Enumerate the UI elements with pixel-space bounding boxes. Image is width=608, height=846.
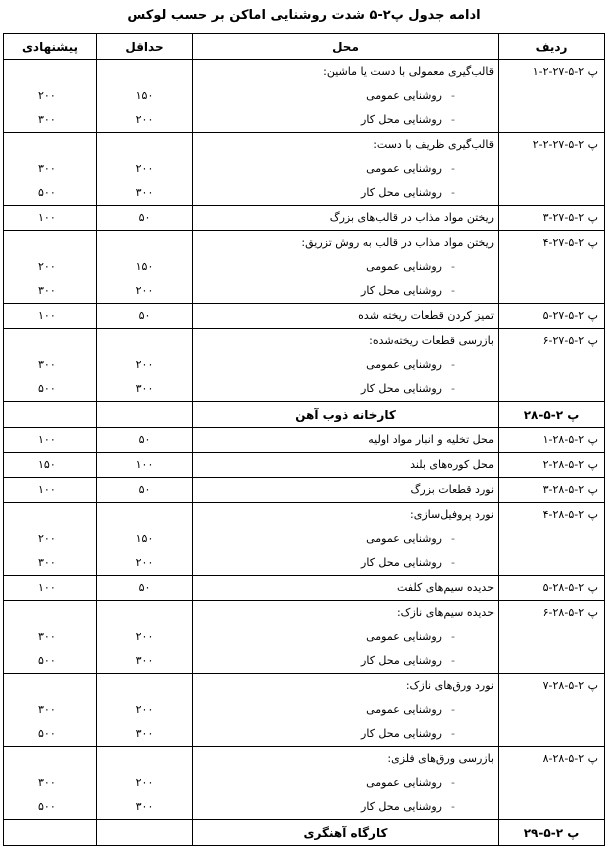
row-minimum-cell (97, 329, 193, 402)
row-code-cell (499, 747, 605, 820)
row-minimum-blank (97, 503, 192, 527)
row-location: قالب‌گیری معمولی با دست یا ماشین: (323, 65, 494, 78)
row-recommended: ۱۵۰ (38, 458, 56, 471)
row-code: پ ۲-۵-۲۸-۱ (542, 433, 598, 446)
sub-item-recommended: ۳۰۰ (38, 358, 56, 371)
sub-item-label: - روشنایی عمومی (193, 84, 498, 108)
header-location: محل (193, 34, 499, 60)
sub-item-recommended: ۳۰۰ (38, 556, 56, 569)
row-minimum-blank (97, 747, 192, 771)
sub-item-label: - روشنایی عمومی (193, 353, 498, 377)
row-code: پ ۲-۵-۲۸-۸ (542, 752, 598, 765)
sub-item-minimum: ۳۰۰ (135, 186, 154, 199)
row-location: بازرسی قطعات ریخته‌شده: (369, 334, 494, 347)
sub-item-recommended: ۵۰۰ (38, 727, 56, 740)
row-minimum-cell (97, 133, 193, 206)
sub-item-minimum: ۳۰۰ (135, 727, 154, 740)
table-row (4, 133, 605, 206)
row-minimum-blank (97, 674, 192, 698)
lux-table (3, 33, 605, 846)
row-location-cell (193, 478, 499, 503)
row-minimum-cell (97, 304, 193, 329)
row-minimum-blank (97, 60, 192, 84)
sub-item-label: - روشنایی محل کار (193, 722, 498, 746)
row-code-cell (499, 503, 605, 576)
row-code: پ ۲-۵-۲۸-۴ (542, 508, 598, 521)
sub-item-minimum: ۳۰۰ (135, 382, 154, 395)
sub-item-minimum: ۲۰۰ (135, 556, 154, 569)
row-minimum: ۵۰ (138, 483, 151, 496)
row-recommended-blank (4, 60, 96, 84)
row-minimum-blank (97, 329, 192, 353)
sub-item-recommended: ۳۰۰ (38, 703, 56, 716)
row-recommended-cell (4, 304, 97, 329)
row-recommended: ۱۰۰ (38, 581, 56, 594)
row-minimum: ۵۰ (138, 211, 151, 224)
sub-item-recommended: ۳۰۰ (38, 284, 56, 297)
row-location-cell (193, 503, 499, 576)
sub-item-recommended: ۵۰۰ (38, 800, 56, 813)
row-recommended: ۱۰۰ (38, 483, 56, 496)
table-row (4, 453, 605, 478)
row-code-cell (499, 133, 605, 206)
row-minimum-cell (97, 453, 193, 478)
row-location-cell (193, 428, 499, 453)
sub-item-minimum: ۱۵۰ (135, 532, 154, 545)
row-code-cell: پ ۲-۵-۲۹ (499, 820, 605, 846)
row-minimum-cell (97, 601, 193, 674)
sub-item-minimum: ۲۰۰ (135, 703, 154, 716)
row-minimum: ۵۰ (138, 433, 151, 446)
table-body (4, 60, 605, 846)
table-row (4, 329, 605, 402)
sub-item-recommended: ۳۰۰ (38, 113, 56, 126)
row-recommended-blank (4, 601, 96, 625)
sub-item-minimum: ۱۵۰ (135, 89, 154, 102)
row-minimum-cell (97, 820, 193, 846)
row-minimum-blank (97, 133, 192, 157)
sub-item-recommended: ۲۰۰ (38, 89, 56, 102)
row-minimum-cell (97, 747, 193, 820)
sub-item-label: - روشنایی عمومی (193, 527, 498, 551)
row-code: پ ۲-۵-۲۷-۳ (542, 211, 598, 224)
row-location-cell (193, 576, 499, 601)
row-minimum: ۵۰ (138, 581, 151, 594)
row-location: حدیده سیم‌های کلفت (396, 581, 494, 594)
table-row (4, 747, 605, 820)
row-recommended-blank (4, 231, 96, 255)
sub-item-label: - روشنایی محل کار (193, 181, 498, 205)
row-code-cell (499, 304, 605, 329)
row-location-cell (193, 304, 499, 329)
row-code-cell (499, 576, 605, 601)
row-minimum: ۱۰۰ (135, 458, 154, 471)
row-recommended: ۱۰۰ (38, 309, 56, 322)
row-minimum-cell (97, 231, 193, 304)
table-row (4, 674, 605, 747)
row-location-cell: کارخانه ذوب آهن (193, 402, 499, 428)
row-recommended-cell (4, 747, 97, 820)
row-minimum-cell (97, 478, 193, 503)
row-code: پ ۲-۵-۲۸-۷ (542, 679, 598, 692)
sub-item-recommended: ۵۰۰ (38, 382, 56, 395)
row-recommended-blank (4, 133, 96, 157)
row-location: تمیز کردن قطعات ریخته شده (358, 309, 494, 322)
row-recommended-cell (4, 329, 97, 402)
sub-item-label: - روشنایی عمومی (193, 157, 498, 181)
sub-item-label: - روشنایی عمومی (193, 698, 498, 722)
sub-item-recommended: ۲۰۰ (38, 260, 56, 273)
row-code: پ ۲-۵-۲۷-۲-۱ (532, 65, 598, 78)
row-location-cell (193, 133, 499, 206)
sub-item-recommended: ۳۰۰ (38, 776, 56, 789)
row-code: پ ۲-۵-۲۸-۶ (542, 606, 598, 619)
row-recommended-cell (4, 576, 97, 601)
sub-item-recommended: ۳۰۰ (38, 630, 56, 643)
sub-item-label: - روشنایی عمومی (193, 625, 498, 649)
row-recommended-cell (4, 402, 97, 428)
row-recommended-cell (4, 503, 97, 576)
row-code-cell: پ ۲-۵-۲۸ (499, 402, 605, 428)
row-recommended-blank (4, 747, 96, 771)
row-code-cell (499, 206, 605, 231)
row-recommended-cell (4, 820, 97, 846)
row-code: پ ۲-۵-۲۷-۴ (542, 236, 598, 249)
row-recommended-cell (4, 674, 97, 747)
row-recommended-cell (4, 453, 97, 478)
row-location-cell (193, 747, 499, 820)
header-recommended: پیشنهادی (4, 34, 97, 60)
row-code: پ ۲-۵-۲۷-۵ (542, 309, 598, 322)
row-code-cell (499, 601, 605, 674)
table-row (4, 576, 605, 601)
sub-item-recommended: ۳۰۰ (38, 162, 56, 175)
row-code-cell (499, 60, 605, 133)
row-recommended: ۱۰۰ (38, 433, 56, 446)
row-location-cell (193, 674, 499, 747)
row-code: پ ۲-۵-۲۸-۵ (542, 581, 598, 594)
sub-item-recommended: ۲۰۰ (38, 532, 56, 545)
row-location: نورد پروفیل‌سازی: (410, 508, 494, 521)
sub-item-minimum: ۲۰۰ (135, 358, 154, 371)
row-code-cell (499, 453, 605, 478)
row-recommended-cell (4, 60, 97, 133)
row-code-cell (499, 231, 605, 304)
sub-item-label: - روشنایی محل کار (193, 649, 498, 673)
table-row (4, 601, 605, 674)
header-minimum: حداقل (97, 34, 193, 60)
row-minimum-cell (97, 402, 193, 428)
sub-item-label: - روشنایی محل کار (193, 377, 498, 401)
sub-item-minimum: ۳۰۰ (135, 800, 154, 813)
sub-item-label: - روشنایی عمومی (193, 255, 498, 279)
row-location: حدیده سیم‌های نازک: (396, 606, 494, 619)
row-location: ریختن مواد مذاب در قالب به روش تزریق: (301, 236, 494, 249)
row-code-cell (499, 428, 605, 453)
row-code: پ ۲-۵-۲۸-۳ (542, 483, 598, 496)
row-minimum-cell (97, 428, 193, 453)
row-recommended-cell (4, 478, 97, 503)
row-code: پ ۲-۵-۲۷-۲-۲ (532, 138, 598, 151)
row-location: محل کوره‌های بلند (410, 458, 494, 471)
table-row (4, 428, 605, 453)
table-row (4, 60, 605, 133)
sub-item-minimum: ۲۰۰ (135, 113, 154, 126)
row-location: محل تخلیه و انبار مواد اولیه (368, 433, 494, 446)
row-recommended-cell (4, 601, 97, 674)
row-location-cell (193, 601, 499, 674)
row-recommended-cell (4, 231, 97, 304)
row-location-cell (193, 206, 499, 231)
row-minimum-cell (97, 60, 193, 133)
table-row (4, 231, 605, 304)
row-recommended-blank (4, 329, 96, 353)
sub-item-label: - روشنایی محل کار (193, 108, 498, 132)
row-recommended-cell (4, 428, 97, 453)
table-row (4, 503, 605, 576)
sub-item-minimum: ۱۵۰ (135, 260, 154, 273)
row-code-cell (499, 674, 605, 747)
row-recommended-cell (4, 206, 97, 231)
row-minimum-cell (97, 674, 193, 747)
row-minimum-cell (97, 206, 193, 231)
sub-item-label: - روشنایی عمومی (193, 771, 498, 795)
row-recommended-blank (4, 503, 96, 527)
sub-item-label: - روشنایی محل کار (193, 795, 498, 819)
table-row (4, 206, 605, 231)
row-location-cell (193, 329, 499, 402)
sub-item-label: - روشنایی محل کار (193, 551, 498, 575)
table-caption: ادامه جدول پ۲-۵ شدت روشنایی اماکن بر حسب لوکس (127, 8, 481, 23)
row-location: نورد قطعات بزرگ (410, 483, 494, 496)
sub-item-label: - روشنایی محل کار (193, 279, 498, 303)
sub-item-recommended: ۵۰۰ (38, 186, 56, 199)
table-row (4, 478, 605, 503)
header-row (4, 34, 605, 60)
row-location: قالب‌گیری ظریف با دست: (373, 138, 494, 151)
row-location: بازرسی ورق‌های فلزی: (387, 752, 494, 765)
row-recommended: ۱۰۰ (38, 211, 56, 224)
table-row (4, 304, 605, 329)
row-minimum-blank (97, 231, 192, 255)
sub-item-minimum: ۳۰۰ (135, 654, 154, 667)
section-row (4, 402, 605, 428)
row-location-cell: کارگاه آهنگری (193, 820, 499, 846)
sub-item-recommended: ۵۰۰ (38, 654, 56, 667)
row-code-cell (499, 478, 605, 503)
header-code: ردیف (499, 34, 605, 60)
row-minimum-cell (97, 576, 193, 601)
row-recommended-cell (4, 133, 97, 206)
row-recommended-blank (4, 674, 96, 698)
row-minimum-blank (97, 601, 192, 625)
row-location-cell (193, 453, 499, 478)
section-row (4, 820, 605, 846)
sub-item-minimum: ۲۰۰ (135, 776, 154, 789)
row-location: ریختن مواد مذاب در قالب‌های بزرگ (329, 211, 494, 224)
row-location-cell (193, 60, 499, 133)
row-minimum: ۵۰ (138, 309, 151, 322)
row-location-cell (193, 231, 499, 304)
row-minimum-cell (97, 503, 193, 576)
row-location: نورد ورق‌های نازک: (405, 679, 494, 692)
row-code: پ ۲-۵-۲۸-۲ (542, 458, 598, 471)
row-code-cell (499, 329, 605, 402)
sub-item-minimum: ۲۰۰ (135, 284, 154, 297)
sub-item-minimum: ۲۰۰ (135, 162, 154, 175)
row-code: پ ۲-۵-۲۷-۶ (542, 334, 598, 347)
sub-item-minimum: ۲۰۰ (135, 630, 154, 643)
